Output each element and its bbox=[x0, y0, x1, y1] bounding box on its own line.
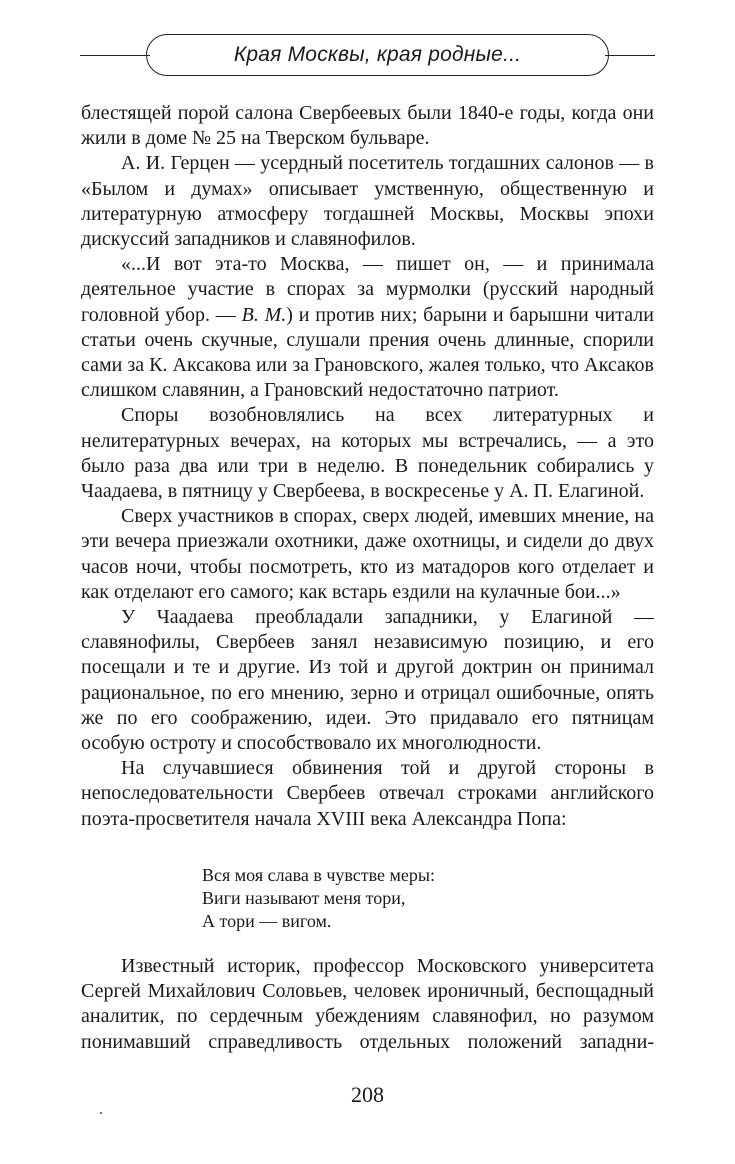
header-rule-right bbox=[605, 55, 655, 56]
paragraph-3-part-a: «...И вот эта-то Москва, — пишет он, — и принимала деятельное участие в спорах за мурмолки (русский народный головной убор. — bbox=[81, 253, 654, 326]
poem-quote bbox=[202, 864, 435, 933]
body-text-continued bbox=[81, 954, 654, 1055]
header-rule-left bbox=[80, 55, 150, 56]
author-initials: В. М. bbox=[241, 303, 287, 326]
paragraph-6: У Чаадаева преобладали западники, у Елагиной — славянофилы, Свербеев занял независимую позицию, и его посещали и те и другие. Из той и другой доктрин он принимал рациональное, по его мнению, зерно и отрицал ошибочные, опять же по его соображению, идеи. Это придавало его пятницам особую остроту и способствовало их многолюдности. bbox=[81, 606, 654, 755]
paragraph-3 bbox=[81, 252, 654, 403]
header-title-box bbox=[146, 34, 609, 76]
poem-line: А тори — вигом. bbox=[202, 911, 332, 931]
running-header bbox=[80, 34, 655, 80]
paragraph-8: Известный историк, профессор Московского университета Сергей Михайлович Соловьев, человек ироничный, беспощадный аналитик, по сердечным убеждениям славянофил, но разумом понимавший справедливость отдельных положений западни- bbox=[81, 955, 654, 1053]
body-text bbox=[81, 101, 654, 832]
scan-speck bbox=[100, 1112, 102, 1114]
paragraph-3-part-b: ) и против них; барыни и барышни читали статьи очень скучные, слушали прения очень длинные, спорили сами за К. Аксакова или за Грановского, жалея только, что Аксаков слишком славянин, а Грановский недостаточно патриот. bbox=[81, 303, 654, 402]
paragraph-1: блестящей порой салона Свербеевых были 1840-е годы, когда они жили в доме № 25 на Тверском бульваре. bbox=[81, 102, 654, 150]
page-number: 208 bbox=[351, 1082, 384, 1107]
running-title: Края Москвы, края родные... bbox=[233, 43, 522, 66]
paragraph-7: На случавшиеся обвинения той и другой стороны в непоследовательности Свербеев отвечал строками английского поэта-просветителя начала XVIII века Александра Попа: bbox=[81, 757, 654, 830]
paragraph-4: Споры возобновлялись на всех литературных и нелитературных вечерах, на которых мы встречались, — а это было раза два или три в неделю. В понедельник собирались у Чаадаева, в пятницу у Свербеева, в воскресенье у А. П. Елагиной. bbox=[81, 404, 654, 503]
paragraph-2: А. И. Герцен — усердный посетитель тогдашних салонов — в «Былом и думах» описывает умственную, общественную и литературную атмосферу тогдашней Москвы, Москвы эпохи дискуссий западников и славянофилов. bbox=[81, 152, 654, 251]
poem-line: Вся моя слава в чувстве меры: bbox=[202, 865, 435, 885]
paragraph-5: Сверх участников в спорах, сверх людей, имевших мнение, на эти вечера приезжали охотники, даже охотницы, и сидели до двух часов ночи, чтобы посмотреть, кто из матадоров кого отделает и как отделают его самого; как встарь ездили на кулачные бои...» bbox=[81, 505, 654, 603]
poem-line: Виги называют меня тори, bbox=[202, 888, 406, 908]
